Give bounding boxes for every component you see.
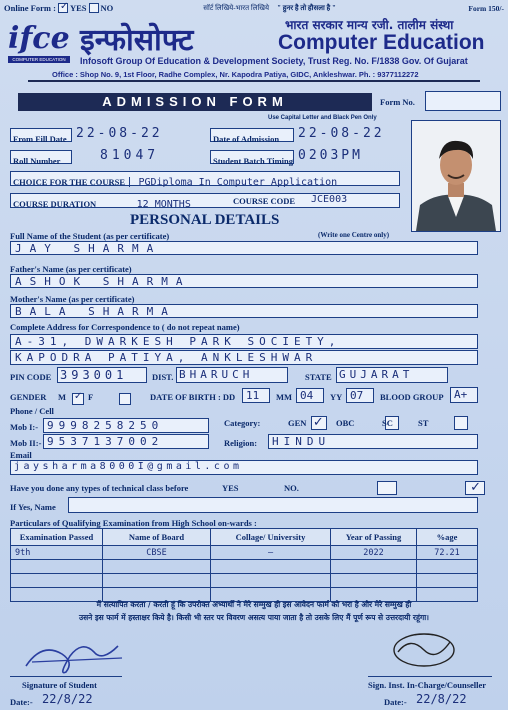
email-label: Email <box>10 450 32 460</box>
gender-f-checkbox[interactable] <box>119 393 131 405</box>
qual-cell-exam[interactable] <box>11 574 103 588</box>
logo-text: ifce <box>8 21 70 56</box>
father-name-field[interactable]: ASHOK SHARMA <box>10 274 478 288</box>
top-strip <box>4 2 504 14</box>
write-one-centre: (Write one Centre only) <box>318 231 390 239</box>
qual-cell-exam[interactable] <box>11 560 103 574</box>
from-fill-date-value[interactable]: 22-08-22 <box>76 126 163 141</box>
mob1-field[interactable]: 9998258250 <box>43 418 209 433</box>
incharge-signature-line <box>368 676 492 677</box>
qual-cell-percentage[interactable] <box>417 574 478 588</box>
father-name-label: Father's Name (as per certificate) <box>10 264 132 274</box>
qual-cell-year[interactable] <box>331 560 417 574</box>
dob-mm-label: MM <box>276 392 293 402</box>
qual-cell-percentage[interactable]: 72.21 <box>417 546 478 560</box>
date-left-value[interactable]: 22/8/22 <box>42 692 93 706</box>
dob-yy-label: YY <box>330 392 343 402</box>
logo-sub: COMPUTER EDUCATION <box>8 56 70 63</box>
dob-day-field[interactable]: 11 <box>242 388 270 403</box>
signature-of-student-label: Signature of Student <box>22 680 97 690</box>
blood-group-label: BLOOD GROUP <box>380 392 444 402</box>
from-fill-date-label: From Fill Date <box>13 134 67 144</box>
mob1-label: Mob I:- <box>10 422 39 432</box>
online-yes-label: YES <box>69 3 87 13</box>
fill-date-label-box <box>10 128 72 142</box>
course-duration-value: 12 MONTHS <box>136 199 191 210</box>
dist-label: DIST. <box>152 372 174 382</box>
online-no-label: NO <box>100 3 114 13</box>
category-gen-label: GEN <box>288 418 307 428</box>
course-duration-label: COURSE DURATION <box>13 199 97 209</box>
declaration-text <box>10 598 498 624</box>
gender-label: GENDER <box>10 392 47 402</box>
batch-timing-value[interactable]: 0203PM <box>298 148 363 163</box>
course-code-value: JCE003 <box>311 194 348 205</box>
table-row <box>11 574 478 588</box>
religion-field[interactable]: HINDU <box>268 434 478 449</box>
qual-cell-board[interactable]: CBSE <box>103 546 211 560</box>
qual-cell-university[interactable]: — <box>211 546 331 560</box>
date-of-admission-label: Date of Admission <box>213 134 280 144</box>
form-no-label: Form No. <box>380 97 415 107</box>
qual-cell-year[interactable]: 2022 <box>331 546 417 560</box>
batch-label-box <box>210 150 294 164</box>
student-name-field[interactable]: JAY SHARMA <box>10 241 478 255</box>
category-sc-label: SC <box>382 418 393 428</box>
gender-f-label: F <box>88 392 94 402</box>
date-left-label: Date:- <box>10 697 33 707</box>
course-duration-row[interactable] <box>10 193 400 208</box>
qual-header-year: Year of Passing <box>331 529 417 546</box>
slogan-left: सॉर्ट लिखिये-भारत लिखिये <box>203 3 270 12</box>
gender-m-checkbox[interactable]: ✓ <box>72 393 84 405</box>
pin-code-field[interactable]: 393001 <box>57 367 147 383</box>
table-row <box>11 546 478 560</box>
mother-name-label: Mother's Name (as per certificate) <box>10 294 135 304</box>
mob2-field[interactable]: 9537137002 <box>43 434 209 449</box>
student-signature <box>22 632 132 678</box>
pin-code-label: PIN CODE <box>10 372 52 382</box>
technical-no-checkbox[interactable]: ✓ <box>465 481 485 495</box>
qual-cell-university[interactable] <box>211 560 331 574</box>
incharge-signature <box>384 622 464 678</box>
dob-month-field[interactable]: 04 <box>296 388 324 403</box>
date-right-label: Date:- <box>384 697 407 707</box>
admission-date-label-box <box>210 128 294 142</box>
qual-header-university: Collage/ University <box>211 529 331 546</box>
qual-cell-board[interactable] <box>103 574 211 588</box>
religion-label: Religion: <box>224 438 258 448</box>
gov-recognized-text: भारत सरकार मान्य रजी. तालीम संस्था <box>285 18 454 32</box>
slogan-right: " हुनर है तो हौसला है " <box>277 3 336 12</box>
mob2-label: Mob II:- <box>10 438 42 448</box>
pen-note: Use Capital Letter and Black Pen Only <box>268 115 377 121</box>
sign-incharge-label: Sign. Inst. In-Charge/Counseller <box>368 680 487 690</box>
if-yes-name-field[interactable] <box>68 497 478 513</box>
declaration-line-1: मैं सत्यापित करता / करती हूं कि उपरोक्त अभ्यार्थी ने मेरे सम्मुख ही इस आवेदन फार्म को भरा है और मेरे सम्मुख ही <box>96 600 412 609</box>
category-gen-checkbox[interactable]: ✓ <box>311 416 327 430</box>
batch-timing-label: Student Batch Timing <box>213 156 293 166</box>
qualifying-exam-title: Particulars of Qualifying Examination from High School on-wards : <box>10 518 257 528</box>
state-label: STATE <box>305 372 332 382</box>
qual-header-row <box>11 529 478 546</box>
roll-number-label-box <box>10 150 72 164</box>
technical-no-label: NO. <box>284 483 299 493</box>
dob-year-field[interactable]: 07 <box>346 388 374 403</box>
student-signature-line <box>10 676 122 677</box>
office-address: Office : Shop No. 9, 1st Floor, Radhe Complex, Nr. Kapodra Patiya, GIDC, Ankleshwar. Ph. : 9377112272 <box>28 70 480 82</box>
blood-group-field[interactable]: A+ <box>450 387 478 403</box>
qual-header-board: Name of Board <box>103 529 211 546</box>
table-row <box>11 560 478 574</box>
online-form-label: Online Form : <box>4 3 56 13</box>
logo <box>8 22 70 68</box>
state-field[interactable]: GUJARAT <box>336 367 448 383</box>
course-choice-row[interactable] <box>10 171 400 186</box>
mother-name-field[interactable]: BALA SHARMA <box>10 304 478 318</box>
phone-label: Phone / Cell <box>10 406 54 416</box>
technical-yes-label: YES <box>222 483 239 493</box>
category-obc-label: OBC <box>336 418 355 428</box>
qual-cell-exam[interactable]: 9th <box>11 546 103 560</box>
category-label: Category: <box>224 418 261 428</box>
student-photo <box>411 120 501 232</box>
dob-label: DATE OF BIRTH : DD <box>150 392 236 402</box>
technical-yes-checkbox[interactable] <box>377 481 397 495</box>
course-choice-value: PGDiploma In Computer Application <box>138 177 338 188</box>
date-of-admission-value[interactable]: 22-08-22 <box>298 126 385 141</box>
address-line1-field[interactable]: A-31, DWARKESH PARK SOCIETY, <box>10 334 478 349</box>
english-brand-name: Computer Education <box>278 31 485 54</box>
society-line: Infosoft Group Of Education & Development Society, Trust Reg. No. F/1838 Gov. Of Gujarat <box>80 56 468 66</box>
course-choice-label: CHOICE FOR THE COURSE <box>11 177 130 187</box>
qual-header-percentage: %age <box>417 529 478 546</box>
course-code-label: COURSE CODE <box>233 196 296 206</box>
category-sc-checkbox[interactable] <box>454 416 468 430</box>
qual-cell-university[interactable] <box>211 574 331 588</box>
technical-class-question: Have you done any types of technical class before <box>10 483 189 493</box>
roll-number-value[interactable]: 81047 <box>100 148 160 163</box>
online-yes-checkbox[interactable]: ✓ <box>59 1 69 12</box>
address-label: Complete Address for Correspondence to ( do not repeat name) <box>10 322 240 332</box>
category-st-label: ST <box>418 418 429 428</box>
form-no-field[interactable] <box>425 91 501 111</box>
roll-number-label: Roll Number <box>13 156 61 166</box>
personal-details-title: PERSONAL DETAILS <box>130 212 280 228</box>
qual-cell-percentage[interactable] <box>417 560 478 574</box>
gender-m-label: M <box>58 392 67 402</box>
qual-cell-year[interactable] <box>331 574 417 588</box>
qual-cell-board[interactable] <box>103 560 211 574</box>
student-name-label: Full Name of the Student (as per certificate) <box>10 231 170 241</box>
admission-form-title: ADMISSION FORM <box>18 93 372 111</box>
if-yes-name-label: If Yes, Name <box>10 502 56 512</box>
form-price: Form 150/- <box>468 3 504 13</box>
qual-header-exam: Examination Passed <box>11 529 103 546</box>
email-field[interactable]: jaysharma8000I@gmail.com <box>10 460 478 475</box>
dist-field[interactable]: BHARUCH <box>176 367 288 383</box>
declaration-line-2: उसने इस फार्म में हस्ताक्षर किये है। किसी भी स्तर पर विवरण असत्य पाया जाता है तो उसके लिए मैं पूर्ण रूप से उत्तरदायी रहूंगा। <box>78 613 429 622</box>
online-no-checkbox[interactable] <box>89 3 99 13</box>
address-line2-field[interactable]: KAPODRA PATIYA, ANKLESHWAR <box>10 350 478 365</box>
qualifying-exam-table <box>10 528 478 602</box>
date-right-value[interactable]: 22/8/22 <box>416 692 467 706</box>
hindi-brand-name: इन्फोसोफ्ट <box>80 23 194 58</box>
